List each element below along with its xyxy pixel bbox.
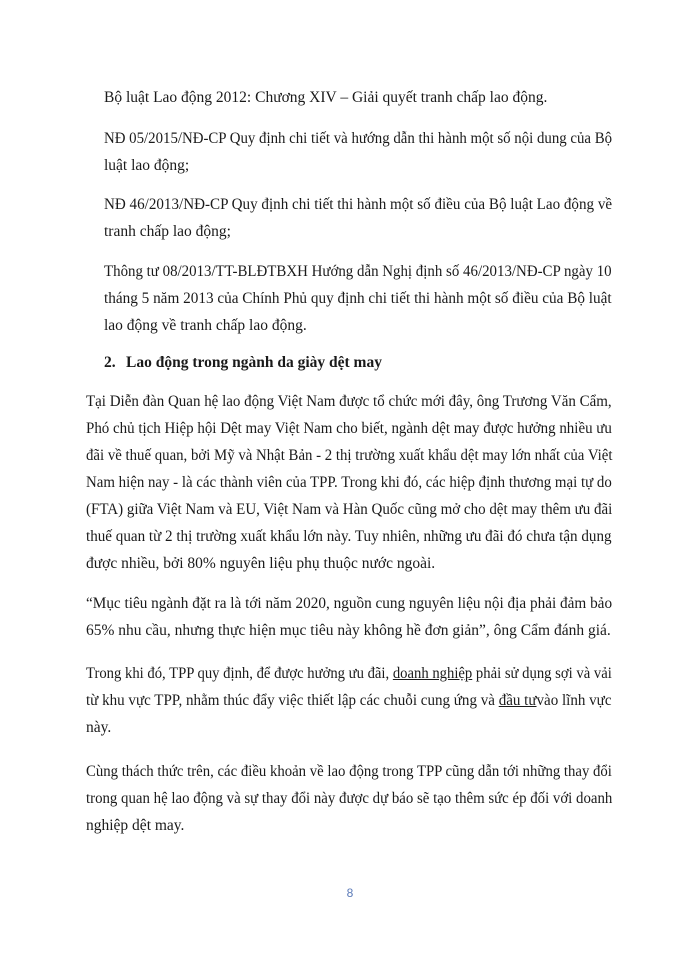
reference-1: Bộ luật Lao động 2012: Chương XIV – Giải quyết tranh chấp lao động. bbox=[104, 89, 548, 106]
reference-3-line-2: tranh chấp lao động; bbox=[104, 223, 231, 240]
paragraph-3-text: từ khu vực TPP, nhằm thúc đẩy việc thiết lập các chuỗi cung ứng và bbox=[86, 692, 499, 709]
dau-tu-link[interactable]: đầu tư bbox=[498, 692, 537, 709]
paragraph-1-line-3: đãi về thuế quan, bởi Mỹ và Nhật Bản - 2 thị trường xuất khẩu dệt may lớn nhất của Việt bbox=[86, 447, 613, 464]
reference-3-line-1: NĐ 46/2013/NĐ-CP Quy định chi tiết thi hành một số điều của Bộ luật Lao động về bbox=[104, 196, 613, 213]
paragraph-2-line-2: 65% nhu cầu, nhưng thực hiện mục tiêu này không hề đơn giản”, ông Cẩm đánh giá. bbox=[86, 622, 611, 639]
reference-2-line-1: NĐ 05/2015/NĐ-CP Quy định chi tiết và hướng dẫn thi hành một số nội dung của Bộ bbox=[104, 130, 613, 147]
section-title: Lao động trong ngành da giày dệt may bbox=[126, 354, 382, 371]
paragraph-1-line-5: (FTA) giữa Việt Nam và EU, Việt Nam và Hàn Quốc cũng mở cho dệt may thêm ưu đãi bbox=[86, 501, 613, 518]
paragraph-3-text: Trong khi đó, TPP quy định, để được hưởng ưu đãi, bbox=[86, 665, 393, 682]
paragraph-3-line-1 bbox=[86, 664, 612, 684]
paragraph-1-line-2: Phó chủ tịch Hiệp hội Dệt may Việt Nam cho biết, ngành dệt may được hưởng nhiều ưu bbox=[86, 420, 612, 437]
paragraph-1-line-1: Tại Diễn đàn Quan hệ lao động Việt Nam được tổ chức mới đây, ông Trương Văn Cẩm, bbox=[86, 393, 612, 410]
reference-4-line-1: Thông tư 08/2013/TT-BLĐTBXH Hướng dẫn Nghị định số 46/2013/NĐ-CP ngày 10 bbox=[104, 263, 612, 280]
reference-4-line-2: tháng 5 năm 2013 của Chính Phủ quy định chi tiết thi hành một số điều của Bộ luật bbox=[104, 290, 612, 307]
paragraph-3-line-2 bbox=[86, 691, 612, 711]
paragraph-1-line-7: được nhiều, bởi 80% nguyên liệu phụ thuộc nước ngoài. bbox=[86, 555, 436, 572]
paragraph-1-line-6: thuế quan từ 2 thị trường xuất khẩu lớn này. Tuy nhiên, những ưu đãi đó chưa tận dụng bbox=[86, 528, 612, 545]
paragraph-3-line-3: này. bbox=[86, 719, 112, 736]
paragraph-3-text: vào lĩnh vực bbox=[536, 692, 612, 709]
paragraph-3-text: phải sử dụng sợi và vải bbox=[472, 665, 612, 682]
reference-2-line-2: luật lao động; bbox=[104, 157, 190, 174]
paragraph-4-line-3: nghiệp dệt may. bbox=[86, 817, 185, 834]
doanh-nghiep-link[interactable]: doanh nghiệp bbox=[392, 665, 473, 682]
paragraph-4-line-2: trong quan hệ lao động và sự thay đổi này được dự báo sẽ tạo thêm sức ép đối với doanh bbox=[86, 790, 613, 807]
page-number: 8 bbox=[346, 886, 354, 900]
paragraph-2-line-1: “Mục tiêu ngành đặt ra là tới năm 2020, nguồn cung nguyên liệu nội địa phải đảm bảo bbox=[86, 595, 613, 612]
paragraph-1-line-4: Nam hiện nay - là các thành viên của TPP. Trong khi đó, các hiệp định thương mại tự do bbox=[86, 474, 612, 491]
section-number: 2. bbox=[104, 354, 116, 371]
paragraph-4-line-1: Cùng thách thức trên, các điều khoản về lao động trong TPP cũng dẫn tới những thay đổi bbox=[86, 763, 612, 780]
reference-4-line-3: lao động về tranh chấp lao động. bbox=[104, 317, 307, 334]
